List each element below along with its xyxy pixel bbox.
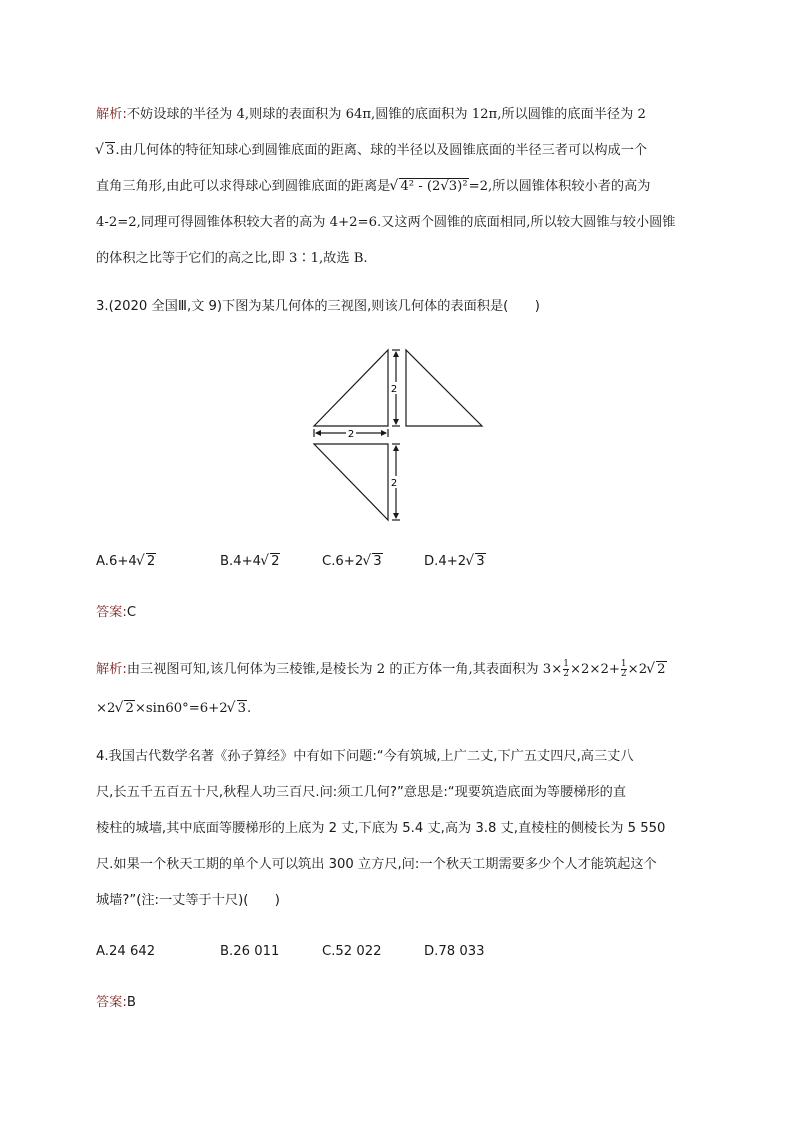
- q3-analysis-line-1: 解析:由三视图可知,该几何体为三棱锥,是棱长为 2 的正方体一角,其表面积为 3× $\frac{1}{2}$ ×2×2+ $\frac{1}{2}$ ×2√ 2: [96, 660, 667, 679]
- q4-option-a[interactable]: A.24 642: [96, 944, 156, 959]
- front-width-label: 2: [347, 429, 355, 440]
- q3-option-a[interactable]: A.6+4√ 2: [96, 554, 156, 569]
- analysis-label: 解析:: [96, 107, 127, 122]
- q3-option-d[interactable]: D.4+2√ 3: [424, 554, 486, 569]
- q2-analysis-line-1: 解析:不妨设球的半径为 4,则球的表面积为 64π,圆锥的底面积为 12π,所以圆锥的底面半径为 2: [96, 107, 646, 122]
- sqrt-3: √ 3: [96, 142, 115, 160]
- q3-analysis-line-2: ×2√ 2×sin60°=6+2√ 3.: [96, 700, 251, 718]
- side-view-triangle: [406, 350, 482, 426]
- q4-stem-line-3: 棱柱的城墙,其中底面等腰梯形的上底为 2 丈,下底为 5.4 丈,高为 3.8 丈,直棱柱的侧棱长为 5 550: [96, 821, 666, 836]
- q4-option-b[interactable]: B.26 011: [220, 944, 280, 959]
- q3-stem: 3.(2020 全国Ⅲ,文 9)下图为某几何体的三视图,则该几何体的表面积是( ): [96, 299, 540, 314]
- q4-option-c[interactable]: C.52 022: [322, 944, 382, 959]
- three-view-diagram: [300, 344, 490, 524]
- q2-analysis-line-3: 直角三角形,由此可以求得球心到圆锥底面的距离是√ 4² - (2√3)²=2,所以圆锥体积较小者的高为: [96, 178, 651, 196]
- q2-analysis-line-4: 4-2=2,同理可得圆锥体积较大者的高为 4+2=6.又这两个圆锥的底面相同,所以较大圆锥与较小圆锥: [96, 215, 676, 230]
- q4-stem-line-1: 4.我国古代数学名著《孙子算经》中有如下问题:“今有筑城,上广二丈,下广五丈四尺,高三丈八: [96, 749, 634, 764]
- front-height-label: 2: [390, 384, 398, 395]
- front-view-triangle: [314, 350, 388, 426]
- q2-analysis-line-5: 的体积之比等于它们的高之比,即 3∶1,故选 B.: [96, 251, 368, 266]
- q4-stem-line-4: 尺.如果一个秋天工期的单个人可以筑出 300 立方尺,问:一个秋天工期需要多少个人才能筑起这个: [96, 857, 657, 872]
- top-view-triangle: [314, 444, 388, 520]
- distance-radical: √ 4² - (2√3)²: [390, 178, 468, 196]
- q4-answer: 答案:B: [96, 995, 136, 1010]
- q3-answer: 答案:C: [96, 605, 137, 620]
- q3-option-b[interactable]: B.4+4√ 2: [220, 554, 280, 569]
- top-height-label: 2: [390, 478, 398, 489]
- q4-stem-line-2: 尺,长五千五百五十尺,秋程人功三百尺.问:须工几何?”意思是:“现要筑造底面为等腰梯形的直: [96, 785, 627, 800]
- q2-analysis-line-2: √ 3.由几何体的特征知球心到圆锥底面的距离、球的半径以及圆锥底面的半径三者可以构成一个: [96, 142, 647, 160]
- q4-stem-line-5: 城墙?”(注:一丈等于十尺)( ): [96, 893, 280, 908]
- q4-option-d[interactable]: D.78 033: [424, 944, 485, 959]
- q3-option-c[interactable]: C.6+2√ 3: [322, 554, 383, 569]
